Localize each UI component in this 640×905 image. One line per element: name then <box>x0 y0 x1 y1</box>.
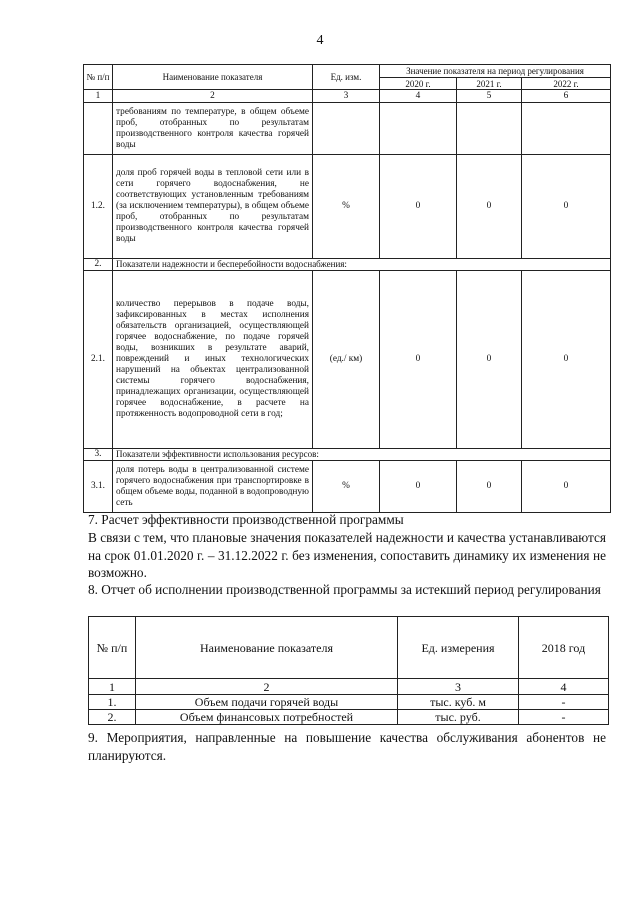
column-numbers-row <box>89 679 609 695</box>
unit-cell: тыс. куб. м <box>398 695 519 710</box>
value-2020: 0 <box>380 155 457 259</box>
column-numbers-row <box>84 90 611 103</box>
section8-heading: 8. Отчет об исполнении производственной программы за истекший период регулирования <box>88 582 601 597</box>
table-row <box>84 461 611 513</box>
unit-cell: (ед./ км) <box>313 271 380 449</box>
row-num: 2.1. <box>84 271 113 449</box>
section-title: Показатели эффективности использования ресурсов: <box>113 449 611 461</box>
header-2020: 2020 г. <box>380 78 457 90</box>
col-number: 4 <box>519 679 609 695</box>
table-header-row <box>89 617 609 679</box>
value-2022: 0 <box>522 271 611 449</box>
section9-text: 9. Мероприятия, направленные на повышение качества обслуживания абонентов не планируются. <box>88 730 606 763</box>
header-num: № п/п <box>84 65 113 90</box>
value-2022: 0 <box>522 155 611 259</box>
unit-cell: тыс. руб. <box>398 710 519 725</box>
value-2020: 0 <box>380 461 457 513</box>
value-cell: - <box>519 710 609 725</box>
value-2020: 0 <box>380 271 457 449</box>
section7-heading: 7. Расчет эффективности производственной программы <box>88 512 404 527</box>
col-number: 5 <box>457 90 522 103</box>
header-num: № п/п <box>89 617 136 679</box>
section-row <box>84 449 611 461</box>
header-unit: Ед. измерения <box>398 617 519 679</box>
table-row <box>84 155 611 259</box>
row-num: 2. <box>89 710 136 725</box>
col-number: 1 <box>89 679 136 695</box>
value-2021: 0 <box>457 271 522 449</box>
col-number: 3 <box>313 90 380 103</box>
header-name: Наименование показателя <box>136 617 398 679</box>
section7-text: В связи с тем, что плановые значения показателей надежности и качества устанавливаются на срок 01.01.2020 г. – 31.12.2022 г. без изменения, сопоставить динамику их изменения не возможно. <box>88 530 606 580</box>
col-number: 3 <box>398 679 519 695</box>
header-year: 2018 год <box>519 617 609 679</box>
indicator-name: Объем подачи горячей воды <box>136 695 398 710</box>
col-number: 1 <box>84 90 113 103</box>
section-num: 2. <box>84 259 113 271</box>
page-number: 4 <box>316 33 324 48</box>
indicator-name: Объем финансовых потребностей <box>136 710 398 725</box>
indicator-name: доля проб горячей воды в тепловой сети или в сети горячего водоснабжения, не соответствующих установленным требованиям (за исключением температуры), в общем объеме проб, отобранных по результатам производственного контроля качества горячей воды <box>113 155 313 259</box>
indicator-name: требованиям по температуре, в общем объеме проб, отобранных по результатам производственного контроля качества горячей воды <box>113 103 313 155</box>
indicator-name: доля потерь воды в централизованной системе горячего водоснабжения при транспортировке в общем объеме воды, поданной в водопроводную сеть <box>113 461 313 513</box>
header-2021: 2021 г. <box>457 78 522 90</box>
col-number: 2 <box>136 679 398 695</box>
value-2021: 0 <box>457 155 522 259</box>
header-name: Наименование показателя <box>113 65 313 90</box>
table-row <box>89 710 609 725</box>
value-cell: - <box>519 695 609 710</box>
indicator-name: количество перерывов в подаче воды, зафиксированных в местах исполнения обязательств организацией, осуществляющей горячее водоснабжение, по подаче горячей воды, возникших в результате аварий, повреждений и иных технологических нарушений на объектах централизованной системы горячего водоснабжения, принадлежащих организации, осуществляющей горячее водоснабжение, в расчете на протяженность водопроводной сети в год; <box>113 271 313 449</box>
col-number: 2 <box>113 90 313 103</box>
empty-cell <box>457 103 522 155</box>
header-2022: 2022 г. <box>522 78 611 90</box>
header-period: Значение показателя на период регулирования <box>380 65 611 78</box>
row-num: 3.1. <box>84 461 113 513</box>
header-unit: Ед. изм. <box>313 65 380 90</box>
table-row <box>84 271 611 449</box>
section-title: Показатели надежности и бесперебойности водоснабжения: <box>113 259 611 271</box>
report-table <box>88 616 609 725</box>
table-row <box>84 103 611 155</box>
col-number: 4 <box>380 90 457 103</box>
empty-cell <box>84 103 113 155</box>
value-2022: 0 <box>522 461 611 513</box>
table-header-row <box>84 65 611 78</box>
empty-cell <box>380 103 457 155</box>
section-num: 3. <box>84 449 113 461</box>
table-row <box>89 695 609 710</box>
row-num: 1.2. <box>84 155 113 259</box>
unit-cell: % <box>313 155 380 259</box>
empty-cell <box>313 103 380 155</box>
indicators-table <box>83 64 611 513</box>
empty-cell <box>522 103 611 155</box>
col-number: 6 <box>522 90 611 103</box>
row-num: 1. <box>89 695 136 710</box>
section-row <box>84 259 611 271</box>
unit-cell: % <box>313 461 380 513</box>
value-2021: 0 <box>457 461 522 513</box>
